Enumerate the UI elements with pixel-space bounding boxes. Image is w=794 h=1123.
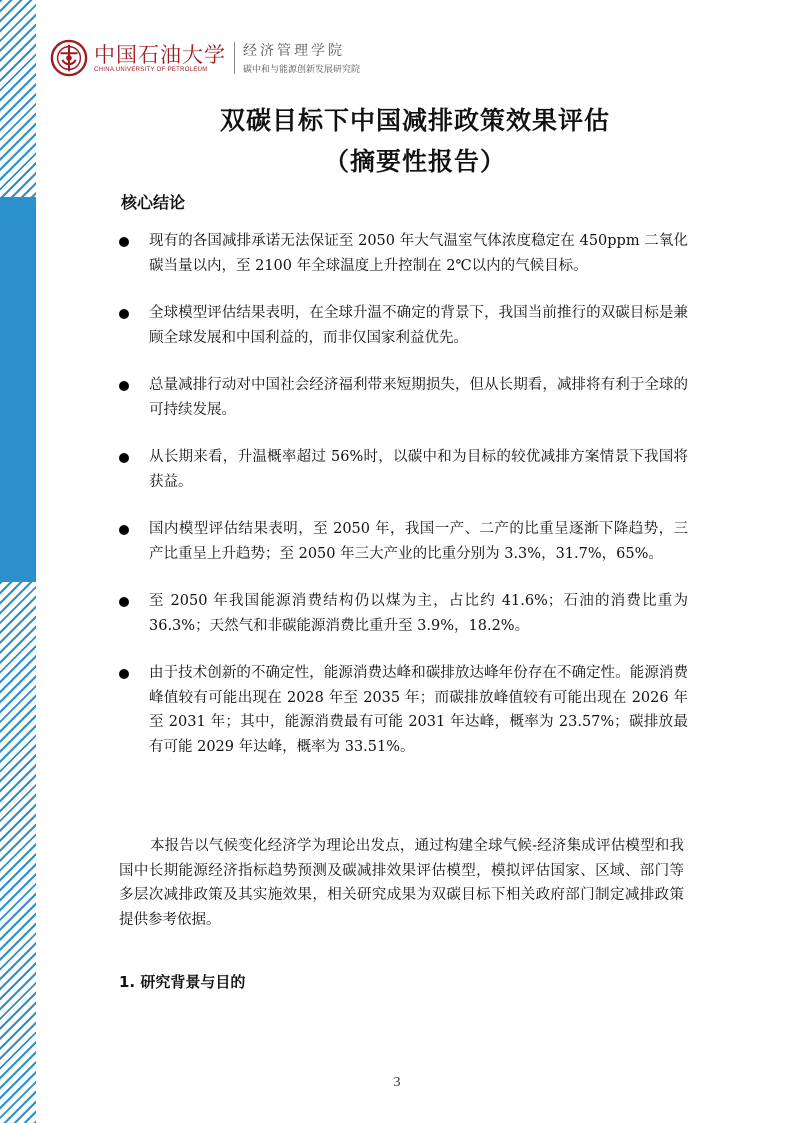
bullet-icon	[119, 525, 129, 535]
list-item-text: 从长期来看，升温概率超过 56%时，以碳中和为目标的较优减排方案情景下我国将获益。	[149, 449, 688, 490]
bullet-icon	[119, 309, 129, 319]
bullet-icon	[119, 381, 129, 391]
report-subtitle: （摘要性报告）	[323, 147, 506, 176]
list-item-text: 至 2050 年我国能源消费结构仍以煤为主，占比约 41.6%；石油的消费比重为 36.3%；天然气和非碳能源消费比重升至 3.9%，18.2%。	[149, 593, 688, 634]
list-item-text: 总量减排行动对中国社会经济福利带来短期损失，但从长期看，减排将有利于全球的可持续发展。	[149, 377, 688, 418]
list-item-text: 国内模型评估结果表明，至 2050 年，我国一产、二产的比重呈逐渐下降趋势，三产比重呈上升趋势；至 2050 年三大产业的比重分别为 3.3%，31.7%，65%。	[149, 521, 688, 562]
list-item	[118, 229, 688, 278]
university-name	[94, 44, 226, 73]
university-name-cn: 中国石油大学	[94, 42, 226, 67]
school-name	[243, 42, 360, 75]
university-name-en: CHINA UNIVERSITY OF PETROLEUM	[94, 66, 208, 73]
list-item	[118, 589, 688, 638]
summary-paragraph: 本报告以气候变化经济学为理论出发点，通过构建全球气候-经济集成评估模型和我国中长期能源经济指标趋势预测及碳减排效果评估模型，模拟评估国家、区域、部门等多层次减排政策及其实施效果，相关研究成果为双碳目标下相关政府部门制定减排政策提供参考依据。	[119, 838, 684, 928]
header	[50, 38, 360, 78]
bullet-icon	[119, 453, 129, 463]
bullet-icon	[119, 237, 129, 247]
conclusions-list	[118, 229, 688, 782]
core-conclusions-heading: 核心结论	[121, 193, 186, 212]
school-name-cn: 经济管理学院	[243, 42, 345, 59]
list-item	[118, 373, 688, 422]
header-divider	[234, 42, 235, 74]
bullet-icon	[119, 669, 129, 679]
list-item	[118, 661, 688, 759]
list-item	[118, 445, 688, 494]
list-item-text: 全球模型评估结果表明，在全球升温不确定的背景下，我国当前推行的双碳目标是兼顾全球发展和中国利益的，而非仅国家利益优先。	[149, 305, 688, 346]
list-item-text: 由于技术创新的不确定性，能源消费达峰和碳排放达峰年份存在不确定性。能源消费峰值较有可能出现在 2028 年至 2035 年；而碳排放峰值较有可能出现在 2026 年至 2031 年；其中，能源消费最有可能 2031 年达峰，概率为 23.57%；碳排放最有可能 2029 年达峰，概率为 33.51%。	[149, 665, 688, 755]
list-item-text: 现有的各国减排承诺无法保证至 2050 年大气温室气体浓度稳定在 450ppm 二氧化碳当量以内，至 2100 年全球温度上升控制在 2℃以内的气候目标。	[149, 233, 688, 274]
institute-name: 碳中和与能源创新发展研究院	[243, 64, 361, 75]
list-item	[118, 517, 688, 566]
university-emblem-icon	[50, 39, 88, 77]
report-title: 双碳目标下中国减排政策效果评估	[219, 106, 610, 135]
decorative-stripe-top	[0, 0, 36, 197]
decorative-stripe-bottom	[0, 582, 36, 1123]
page-number: 3	[393, 1075, 401, 1090]
section-heading-background: 1. 研究背景与目的	[119, 973, 246, 991]
list-item	[118, 301, 688, 350]
bullet-icon	[119, 597, 129, 607]
decorative-stripe-solid	[0, 197, 36, 582]
